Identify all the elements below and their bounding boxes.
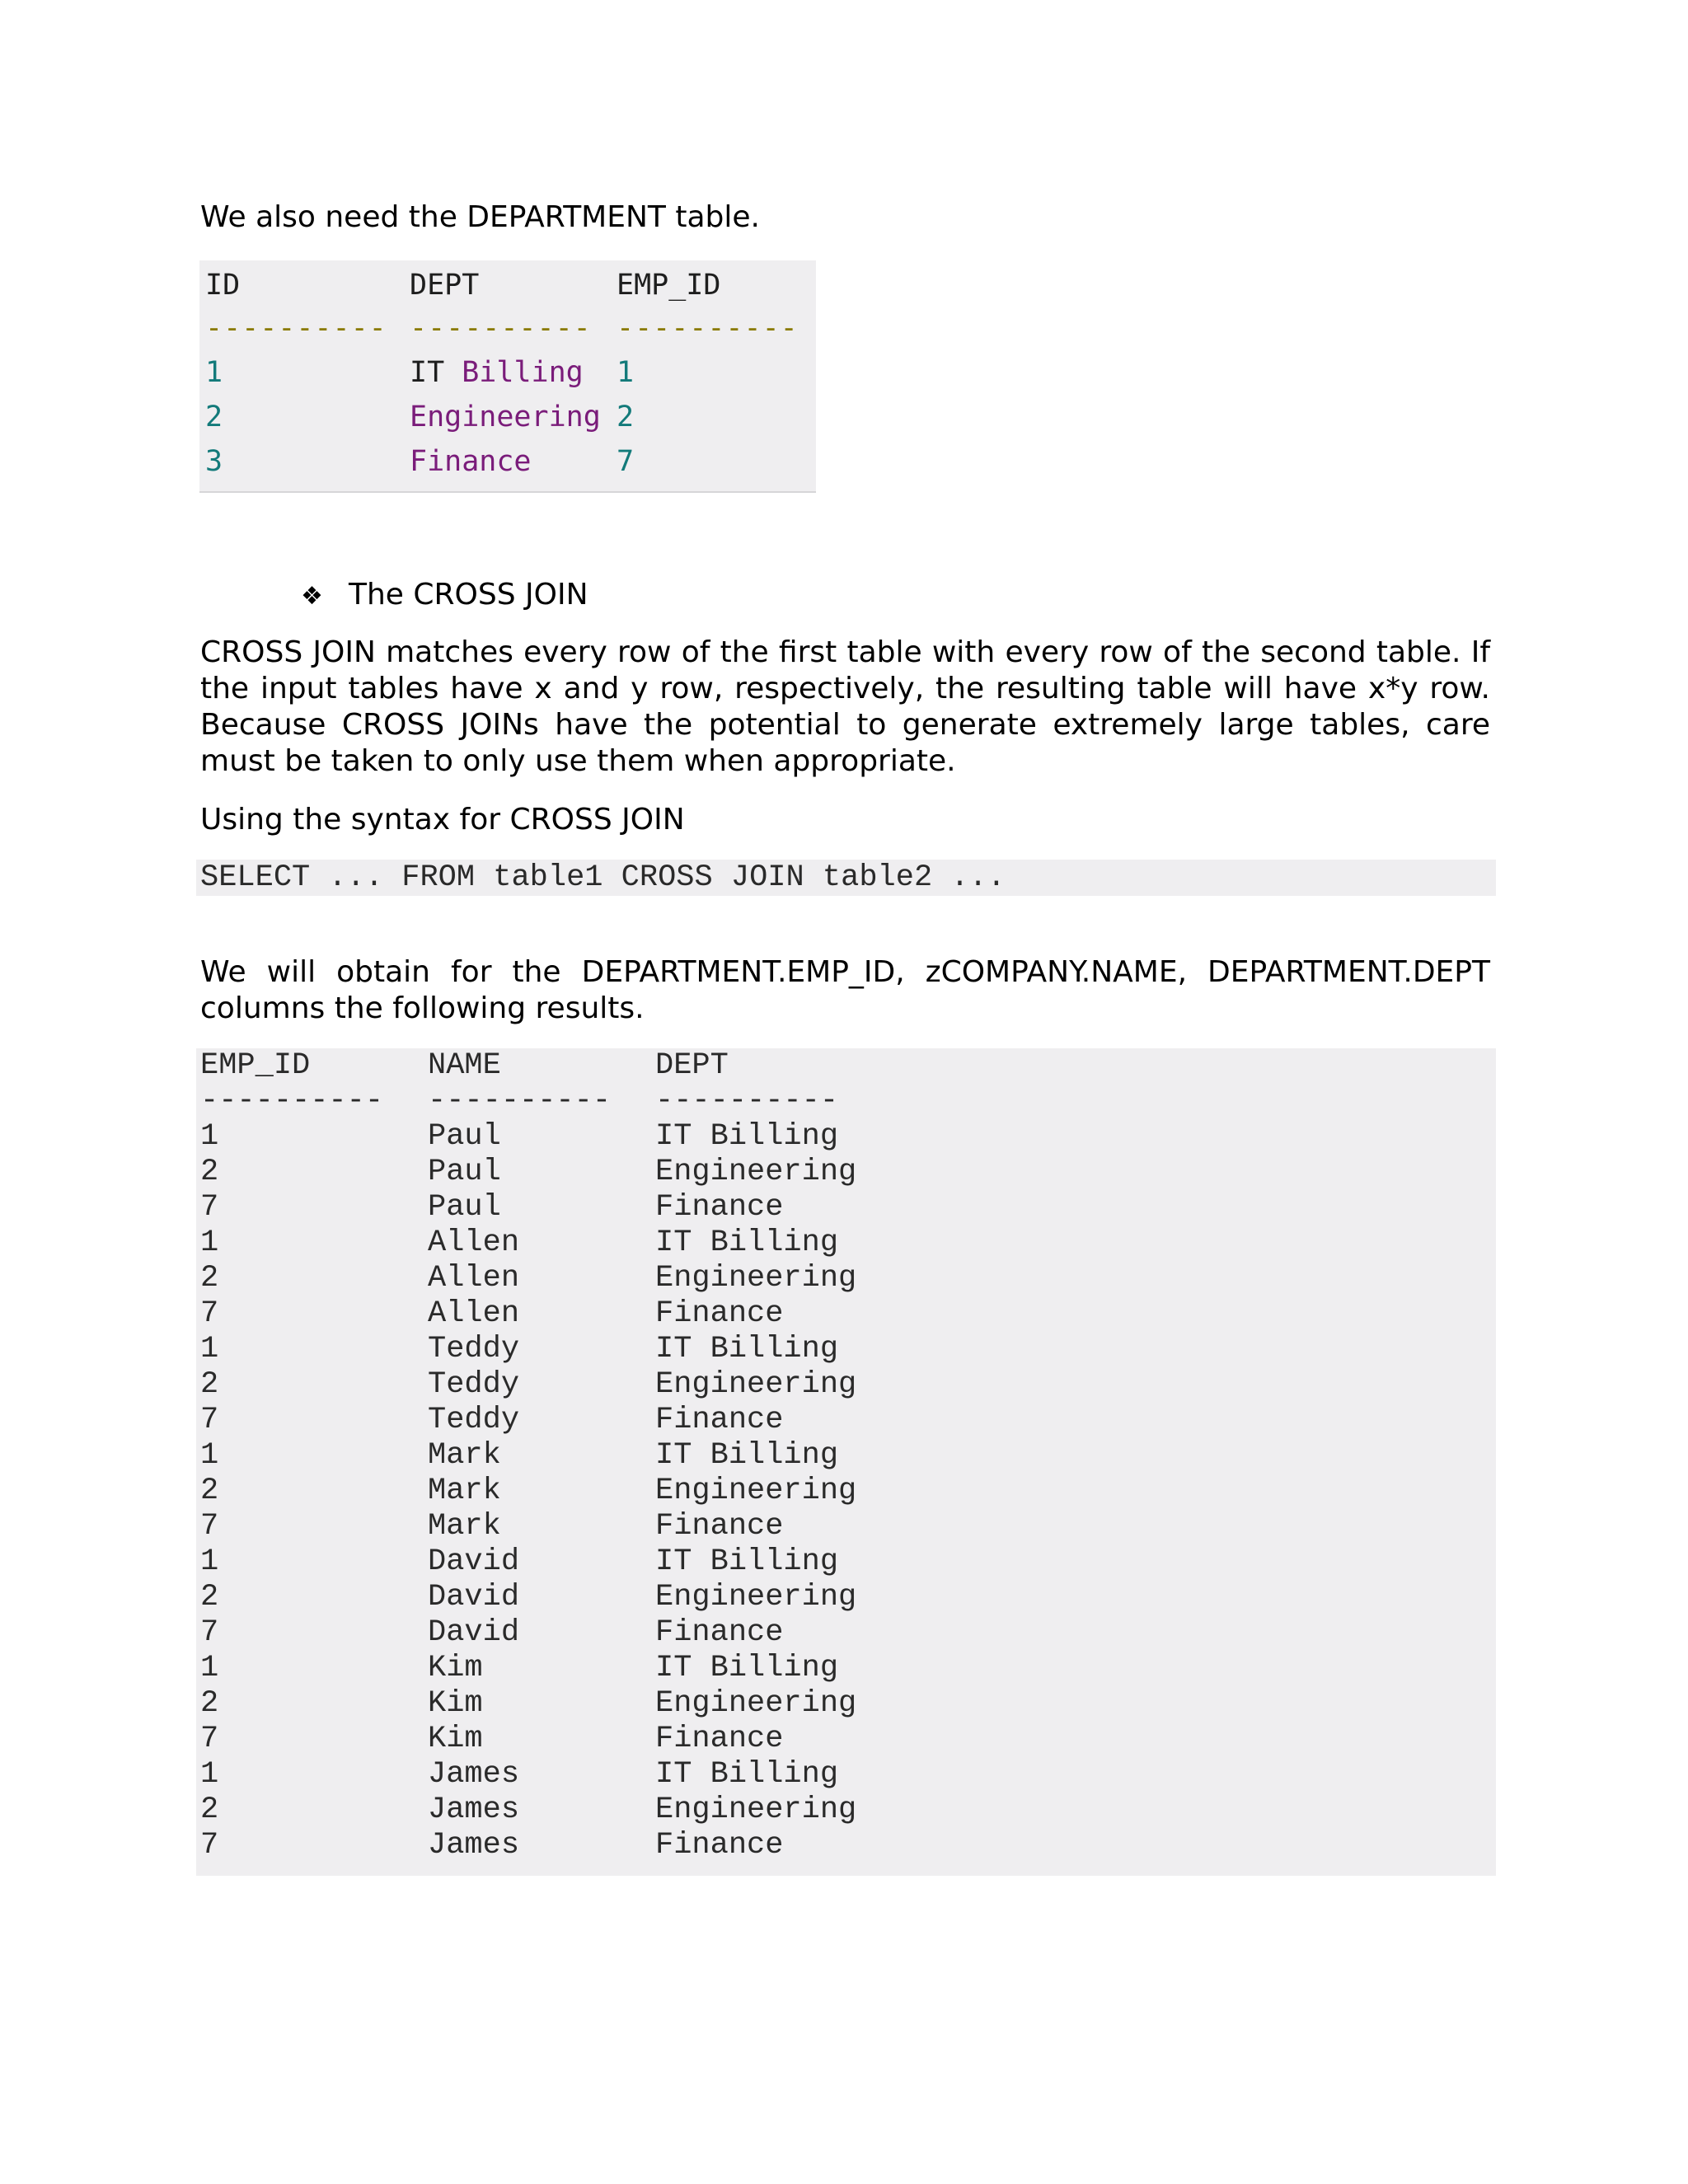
result-cell-emp-id: 1	[200, 1651, 219, 1685]
result-cell-emp-id: 1	[200, 1226, 219, 1260]
result-separator: ----------	[428, 1084, 612, 1118]
paragraph-cross-join: CROSS JOIN matches every row of the first table with every row of the second table. If the input tables have x and y row, respectively, the resulting table will have x*y row. Because CROSS JOINs have the potential to generate extremely large tables, care must be taken to only use them when appropriate.	[200, 635, 1490, 778]
result-cell-name: David	[428, 1544, 520, 1579]
result-cell-emp-id: 7	[200, 1615, 219, 1650]
result-cell-name: James	[428, 1757, 520, 1792]
dept-cell-id: 3	[205, 445, 223, 478]
result-cell-emp-id: 1	[200, 1438, 219, 1473]
result-cell-dept: Finance	[655, 1722, 784, 1756]
result-cell-dept: Finance	[655, 1296, 784, 1331]
result-cell-dept: IT Billing	[655, 1757, 839, 1792]
diamond-bullet-icon: ❖	[301, 582, 323, 611]
result-cell-name: Teddy	[428, 1332, 520, 1366]
result-separator: ----------	[655, 1084, 839, 1118]
result-cell-name: Mark	[428, 1438, 501, 1473]
paragraph-syntax: Using the syntax for CROSS JOIN	[200, 803, 685, 837]
dept-cell-emp-id: 2	[617, 401, 635, 434]
result-cell-emp-id: 7	[200, 1722, 219, 1756]
result-cell-name: Teddy	[428, 1403, 520, 1437]
result-cell-emp-id: 2	[200, 1367, 219, 1402]
result-cell-name: Mark	[428, 1474, 501, 1508]
result-cell-dept: Engineering	[655, 1367, 857, 1402]
result-separator-row	[200, 1084, 839, 1119]
result-cell-emp-id: 7	[200, 1509, 219, 1544]
result-cell-name: Kim	[428, 1722, 483, 1756]
result-table	[196, 1048, 1496, 1876]
result-header-row	[200, 1048, 729, 1084]
result-cell-dept: Finance	[655, 1615, 784, 1650]
result-cell-dept: Engineering	[655, 1155, 857, 1189]
result-cell-name: David	[428, 1615, 520, 1650]
result-cell-emp-id: 2	[200, 1155, 219, 1189]
result-cell-name: Allen	[428, 1261, 520, 1296]
result-cell-dept: Finance	[655, 1828, 784, 1863]
dept-cell-emp-id: 7	[617, 445, 635, 478]
result-header-name: NAME	[428, 1048, 501, 1083]
result-cell-dept: IT Billing	[655, 1119, 839, 1154]
result-cell-dept: Engineering	[655, 1261, 857, 1296]
result-cell-dept: Engineering	[655, 1474, 857, 1508]
intro-text: We also need the DEPARTMENT table.	[200, 200, 760, 234]
code-syntax: SELECT ... FROM table1 CROSS JOIN table2 ...	[196, 860, 1496, 896]
result-cell-emp-id: 2	[200, 1580, 219, 1615]
dept-cell-dept	[410, 356, 584, 389]
result-cell-name: Kim	[428, 1651, 483, 1685]
result-cell-dept: Finance	[655, 1403, 784, 1437]
result-cell-emp-id: 2	[200, 1793, 219, 1827]
result-cell-name: James	[428, 1828, 520, 1863]
result-cell-dept: Engineering	[655, 1686, 857, 1721]
result-cell-name: James	[428, 1793, 520, 1827]
result-cell-dept: IT Billing	[655, 1226, 839, 1260]
department-table-screenshot	[199, 260, 816, 493]
result-cell-emp-id: 7	[200, 1403, 219, 1437]
dept-header-dept: DEPT	[410, 269, 480, 302]
result-cell-emp-id: 1	[200, 1119, 219, 1154]
dept-cell-dept-keyword: IT	[410, 356, 445, 389]
result-cell-dept: Engineering	[655, 1793, 857, 1827]
result-cell-name: Allen	[428, 1226, 520, 1260]
result-cell-emp-id: 1	[200, 1332, 219, 1366]
result-cell-emp-id: 7	[200, 1190, 219, 1225]
result-cell-emp-id: 2	[200, 1474, 219, 1508]
result-header-dept: DEPT	[655, 1048, 729, 1083]
dept-separator: ----------	[410, 312, 592, 344]
result-cell-dept: Finance	[655, 1509, 784, 1544]
dept-separator: ----------	[617, 312, 799, 344]
dept-header-id: ID	[205, 269, 241, 302]
result-cell-emp-id: 7	[200, 1296, 219, 1331]
result-cell-name: Paul	[428, 1119, 501, 1154]
result-cell-dept: IT Billing	[655, 1438, 839, 1473]
result-cell-name: Kim	[428, 1686, 483, 1721]
dept-cell-dept: Finance	[410, 445, 532, 478]
result-cell-name: Paul	[428, 1155, 501, 1189]
result-cell-emp-id: 7	[200, 1828, 219, 1863]
result-cell-dept: Finance	[655, 1190, 784, 1225]
result-separator: ----------	[200, 1084, 384, 1118]
bullet-item-cross-join	[301, 577, 588, 615]
bullet-text: The CROSS JOIN	[349, 578, 588, 612]
dept-cell-id: 2	[205, 401, 223, 434]
result-cell-dept: IT Billing	[655, 1651, 839, 1685]
dept-header-emp-id: EMP_ID	[617, 269, 721, 302]
dept-cell-dept-word: Billing	[462, 356, 584, 389]
result-cell-name: Paul	[428, 1190, 501, 1225]
result-cell-dept: IT Billing	[655, 1332, 839, 1366]
result-cell-emp-id: 1	[200, 1757, 219, 1792]
result-cell-dept: Engineering	[655, 1580, 857, 1615]
result-cell-name: Mark	[428, 1509, 501, 1544]
dept-cell-dept: Engineering	[410, 401, 601, 434]
result-cell-name: David	[428, 1580, 520, 1615]
result-cell-name: Allen	[428, 1296, 520, 1331]
paragraph-results: We will obtain for the DEPARTMENT.EMP_ID, zCOMPANY.NAME, DEPARTMENT.DEPT columns the following results.	[200, 955, 1490, 1025]
result-header-emp-id: EMP_ID	[200, 1048, 311, 1083]
result-cell-emp-id: 2	[200, 1686, 219, 1721]
dept-cell-id: 1	[205, 356, 223, 389]
dept-cell-emp-id: 1	[617, 356, 635, 389]
result-cell-dept: IT Billing	[655, 1544, 839, 1579]
result-cell-emp-id: 1	[200, 1544, 219, 1579]
result-cell-name: Teddy	[428, 1367, 520, 1402]
result-cell-emp-id: 2	[200, 1261, 219, 1296]
dept-separator: ----------	[205, 312, 387, 344]
